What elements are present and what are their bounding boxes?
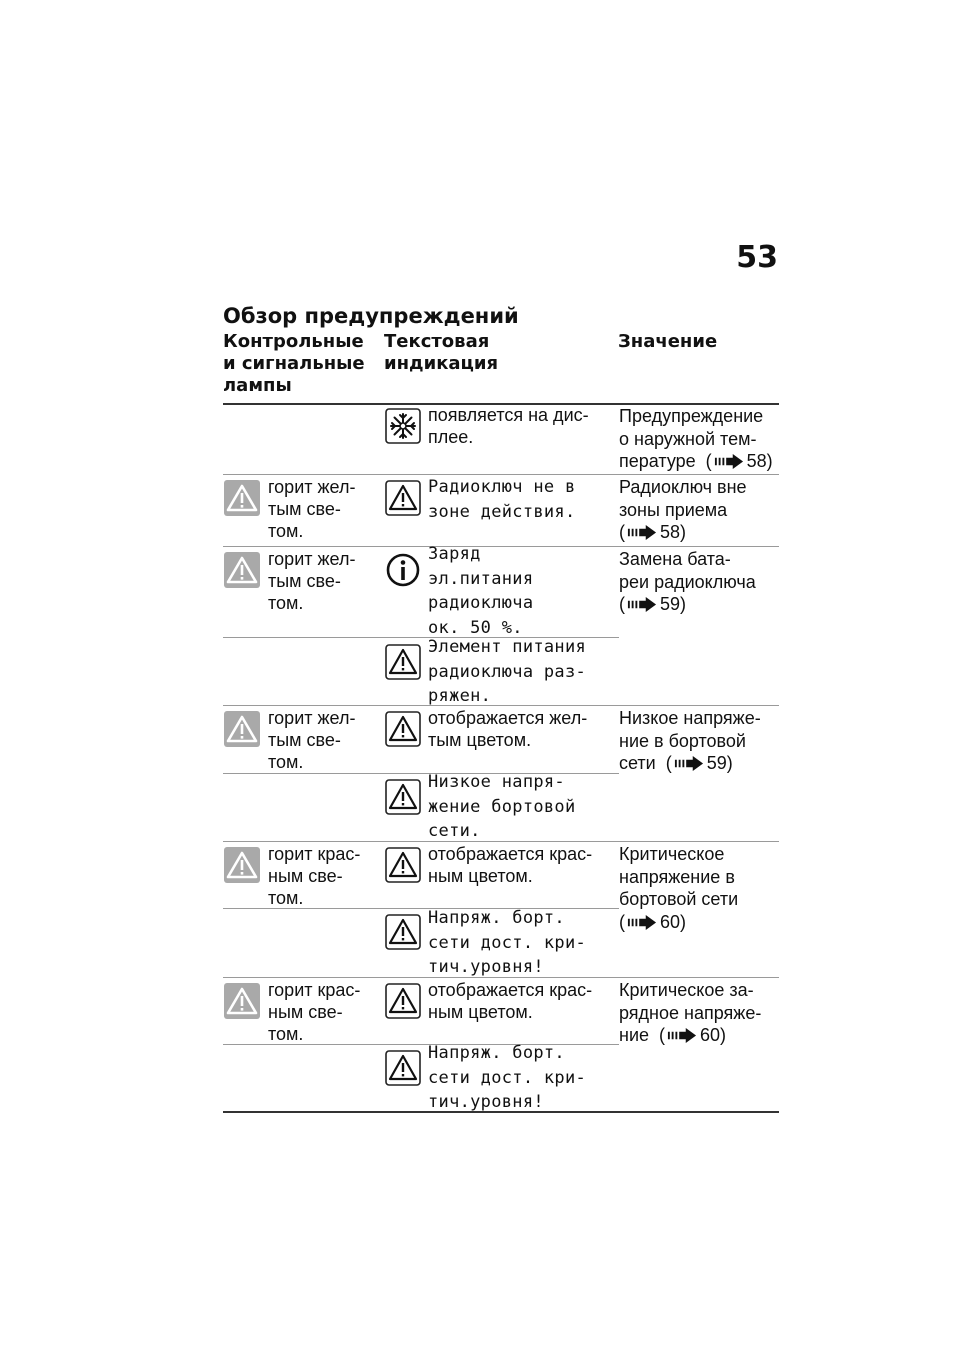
warning-triangle-icon	[385, 711, 421, 747]
meaning-text: Предупреждение о наружной тем- пературе ( 58)	[619, 406, 773, 471]
column-header-lamps: Контрольные и сигнальные лампы	[223, 331, 365, 396]
arrow-right-icon	[714, 454, 744, 469]
column-header-meaning: Значение	[618, 331, 718, 352]
display-text: отображается крас- ным цветом.	[428, 844, 593, 886]
lamp-status-text: горит крас- ным све- том.	[268, 844, 361, 908]
display-text: Напряж. борт. сети дост. кри- тич.уровня!	[428, 908, 587, 977]
warning-triangle-lamp-icon	[224, 552, 260, 588]
warning-triangle-lamp-icon	[224, 847, 260, 883]
arrow-right-icon	[627, 525, 657, 540]
warning-triangle-lamp-icon	[224, 711, 260, 747]
warning-triangle-icon	[385, 1050, 421, 1086]
page-number: 53	[736, 240, 778, 275]
lamp-status-text: горит жел- тым све- том.	[268, 477, 356, 541]
warning-triangle-lamp-icon	[224, 480, 260, 516]
meaning-text: Радиоключ вне зоны приема ( 58)	[619, 477, 747, 542]
warning-triangle-lamp-icon	[224, 983, 260, 1019]
lamp-status-text: горит жел- тым све- том.	[268, 549, 356, 613]
display-text: Элемент питания радиоключа раз- ряжен.	[428, 637, 587, 706]
display-text: отображается жел- тым цветом.	[428, 708, 588, 750]
meaning-text: Критическое напряжение в бортовой сети ( 60)	[619, 844, 739, 932]
warning-triangle-icon	[385, 983, 421, 1019]
lamp-status-text: горит крас- ным све- том.	[268, 980, 361, 1044]
arrow-right-icon	[667, 1028, 697, 1043]
display-text: Заряд эл.питания радиоключа ок. 50 %.	[428, 544, 534, 638]
arrow-right-icon	[627, 597, 657, 612]
column-header-text: Текстовая индикация	[384, 331, 499, 374]
warning-triangle-icon	[385, 644, 421, 680]
warning-triangle-icon	[385, 847, 421, 883]
meaning-text: Замена бата- реи радиоключа ( 59)	[619, 549, 756, 614]
lamp-status-text: горит жел- тым све- том.	[268, 708, 356, 772]
display-text: Напряж. борт. сети дост. кри- тич.уровня!	[428, 1043, 587, 1112]
warning-triangle-icon	[385, 480, 421, 516]
display-text: Низкое напря- жение бортовой сети.	[428, 772, 576, 841]
warning-triangle-icon	[385, 779, 421, 815]
display-text: Радиоключ не в зоне действия.	[428, 477, 576, 522]
arrow-right-icon	[674, 756, 704, 771]
meaning-text: Критическое за- рядное напряже- ние ( 60)	[619, 980, 762, 1045]
display-text: отображается крас- ным цветом.	[428, 980, 593, 1022]
section-title: Обзор предупреждений	[223, 304, 519, 328]
snowflake-icon	[385, 408, 421, 444]
display-text: появляется на дис- плее.	[428, 405, 589, 447]
info-icon	[385, 552, 421, 588]
arrow-right-icon	[627, 915, 657, 930]
warning-triangle-icon	[385, 914, 421, 950]
meaning-text: Низкое напряже- ние в бортовой сети ( 59)	[619, 708, 761, 773]
